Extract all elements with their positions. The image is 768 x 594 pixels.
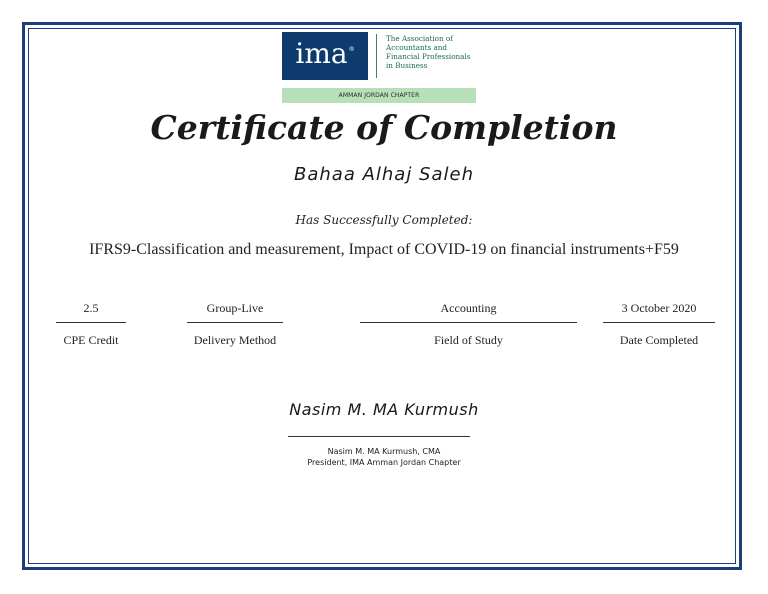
signature-caption: [0, 446, 768, 468]
signatory-position: President, IMA Amman Jordan Chapter: [307, 458, 461, 467]
organization-name: The Association of Accountants and Financial Professionals in Business: [386, 34, 471, 70]
date-completed-field: [603, 300, 715, 348]
signature-line: [288, 436, 470, 437]
completion-intro: Has Successfully Completed:: [295, 213, 473, 227]
cpe-credit-field: [56, 300, 126, 348]
ima-logo: [282, 32, 476, 104]
field-of-study-field: [360, 300, 577, 348]
delivery-method-label: Delivery Method: [193, 333, 277, 347]
cpe-credit-label: CPE Credit: [63, 333, 119, 347]
field-of-study-value: Accounting: [360, 300, 577, 323]
certificate-title: Certificate of Completion: [150, 108, 618, 147]
signatory-name: Nasim M. MA Kurmush, CMA: [327, 447, 441, 456]
field-of-study-label: Field of Study: [434, 333, 503, 347]
cpe-credit-value: 2.5: [56, 300, 126, 323]
course-title: IFRS9-Classification and measurement, Impact of COVID-19 on financial instruments+F59: [89, 241, 679, 258]
delivery-method-field: [187, 300, 283, 348]
date-completed-value: 3 October 2020: [603, 300, 715, 323]
delivery-method-value: Group-Live: [187, 300, 283, 323]
chapter-banner: AMMAN JORDAN CHAPTER: [282, 88, 476, 103]
date-completed-label: Date Completed: [619, 333, 699, 347]
ima-logo-text: ima: [295, 37, 348, 70]
recipient-name: Bahaa Alhaj Saleh: [294, 164, 474, 185]
logo-divider: [376, 34, 377, 78]
signature-script: Nasim M. MA Kurmush: [289, 400, 479, 419]
ima-logo-mark: [282, 32, 368, 80]
registered-mark: ®: [348, 46, 355, 53]
